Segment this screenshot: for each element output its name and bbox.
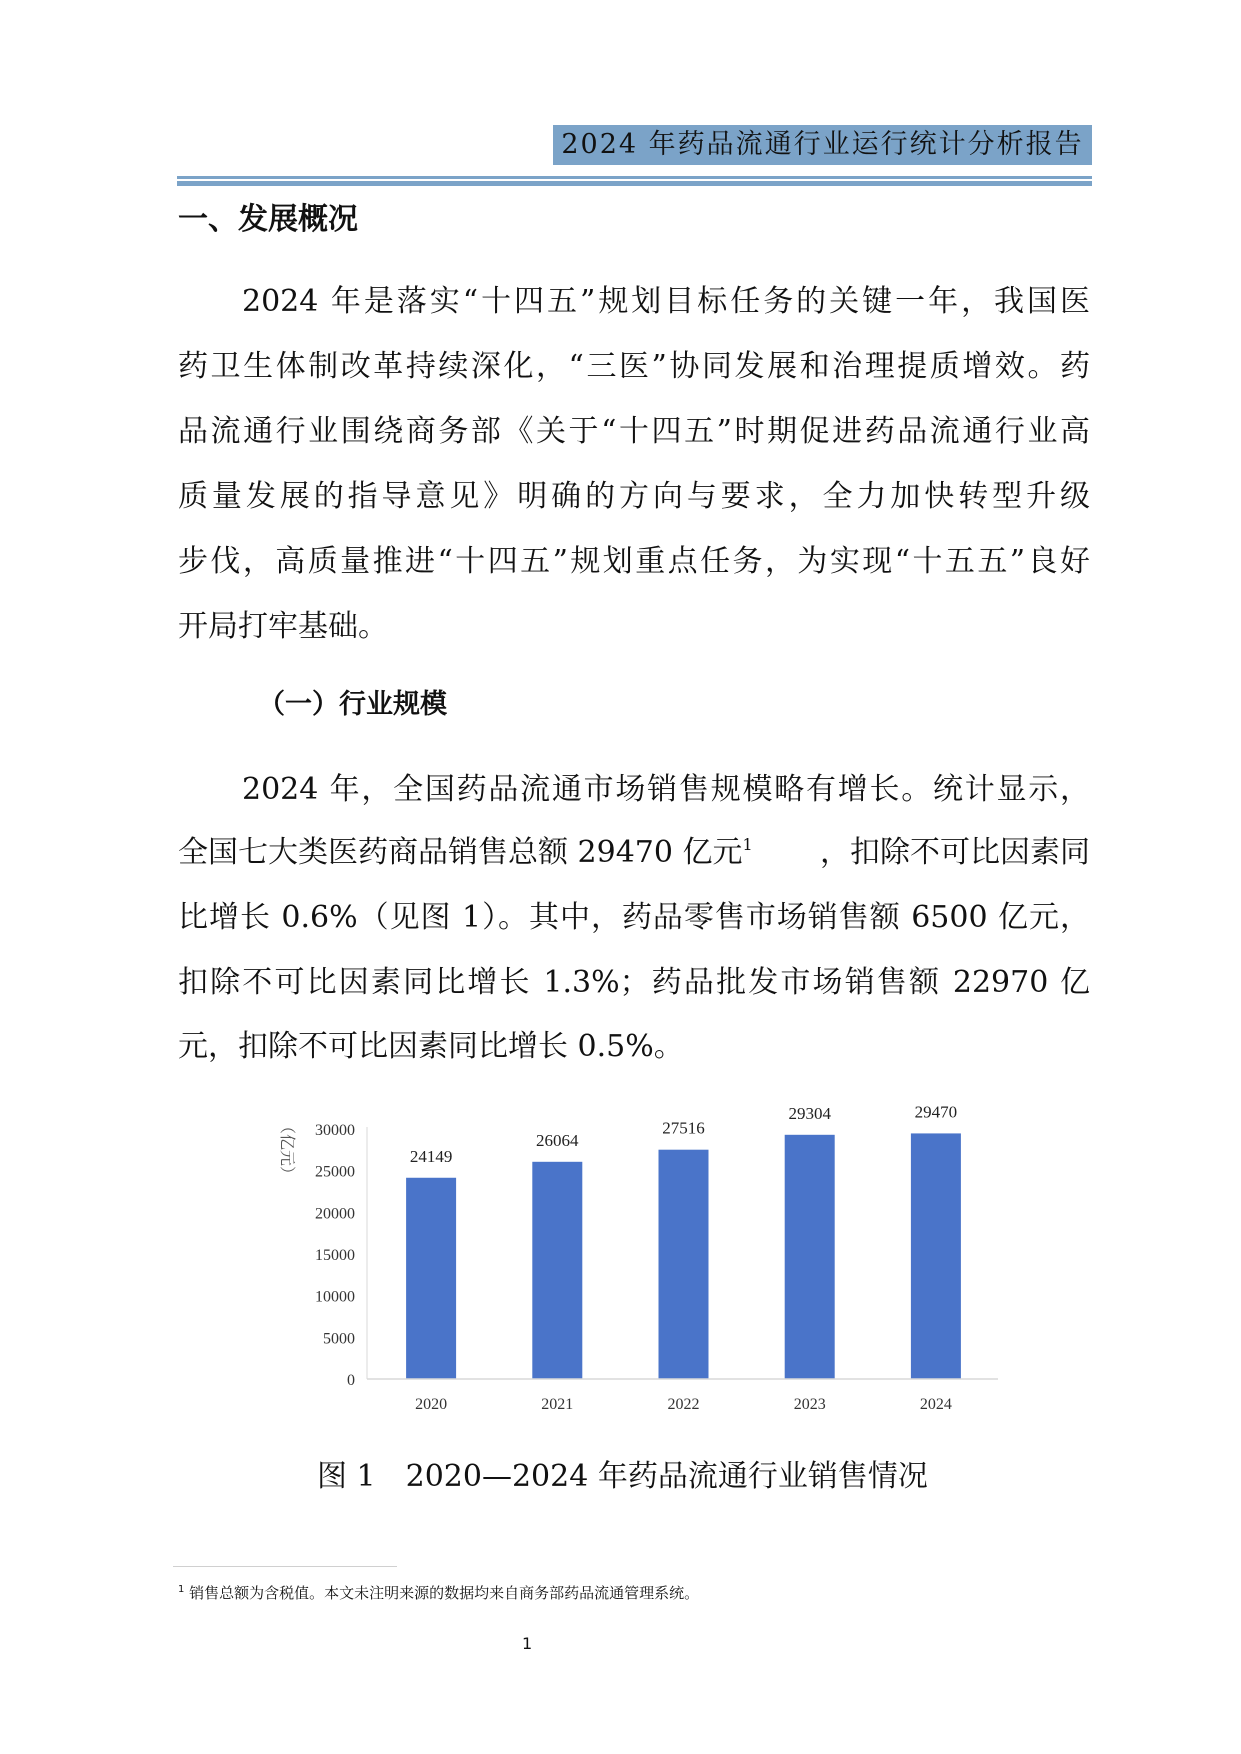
data-label: 29304	[788, 1103, 831, 1123]
y-axis-label: （亿元）	[278, 1117, 297, 1183]
paragraph-line: 品流通行业围绕商务部《关于“十四五”时期促进药品流通行业高	[178, 414, 1090, 449]
paragraph-line: 质量发展的指导意见》明确的方向与要求，全力加快转型升级	[178, 479, 1090, 514]
paragraph-text: ，扣除不可比因素同	[820, 835, 1090, 870]
bar	[785, 1135, 835, 1379]
section-heading: 一、发展概况	[178, 202, 358, 237]
paragraph-line	[178, 833, 1090, 873]
footnote-marker: 1	[178, 1584, 185, 1595]
paragraph-line: 扣除不可比因素同比增长 1.3%；药品批发市场销售额 22970 亿	[178, 965, 1090, 1000]
header-rule-thin	[177, 176, 1092, 179]
bar	[911, 1133, 961, 1379]
paragraph-line: 药卫生体制改革持续深化，“三医”协同发展和治理提质增效。药	[178, 349, 1090, 384]
y-tick-label: 10000	[315, 1288, 355, 1306]
data-label: 27516	[662, 1118, 705, 1138]
y-tick-label: 25000	[315, 1163, 355, 1181]
subsection-heading: （一）行业规模	[258, 689, 447, 720]
data-label: 24149	[409, 1146, 453, 1166]
page-number: 1	[522, 1634, 533, 1653]
y-tick-label: 30000	[315, 1122, 355, 1139]
x-tick-label: 2020	[415, 1396, 448, 1413]
y-tick-label: 20000	[315, 1205, 355, 1223]
data-label: 29470	[914, 1102, 958, 1122]
figure-caption: 图 1 2020—2024 年药品流通行业销售情况	[317, 1459, 928, 1494]
bar-chart	[240, 1080, 1020, 1420]
data-label: 26064	[536, 1130, 579, 1150]
footnote	[178, 1582, 699, 1604]
x-tick-label: 2021	[541, 1396, 574, 1413]
bar	[532, 1162, 582, 1379]
paragraph-text: 全国七大类医药商品销售总额 29470 亿元	[178, 835, 743, 870]
paragraph-line: 开局打牢基础。	[178, 609, 388, 644]
paragraph-line: 元，扣除不可比因素同比增长 0.5%。	[178, 1029, 684, 1064]
paragraph-line: 2024 年，全国药品流通市场销售规模略有增长。统计显示，	[242, 772, 1090, 807]
paragraph-line: 步伐，高质量推进“十四五”规划重点任务，为实现“十五五”良好	[178, 544, 1090, 579]
x-tick-label: 2024	[919, 1396, 952, 1413]
paragraph-line: 2024 年是落实“十四五”规划目标任务的关键一年，我国医	[242, 284, 1090, 319]
paragraph-line: 比增长 0.6%（见图 1）。其中，药品零售市场销售额 6500 亿元，	[178, 900, 1090, 935]
x-tick-label: 2023	[793, 1396, 826, 1413]
bar	[659, 1150, 709, 1379]
x-tick-label: 2022	[667, 1396, 700, 1413]
footnote-text: 销售总额为含税值。本文未注明来源的数据均来自商务部药品流通管理系统。	[189, 1584, 700, 1602]
header-rule-thick	[177, 181, 1092, 186]
y-tick-label: 0	[347, 1372, 355, 1389]
report-header-title: 2024 年药品流通行业运行统计分析报告	[553, 125, 1092, 165]
footnote-ref[interactable]: 1	[742, 835, 753, 854]
y-tick-label: 5000	[323, 1330, 355, 1348]
y-tick-label: 15000	[315, 1247, 355, 1264]
footnote-separator	[173, 1566, 397, 1567]
bar	[406, 1178, 456, 1379]
